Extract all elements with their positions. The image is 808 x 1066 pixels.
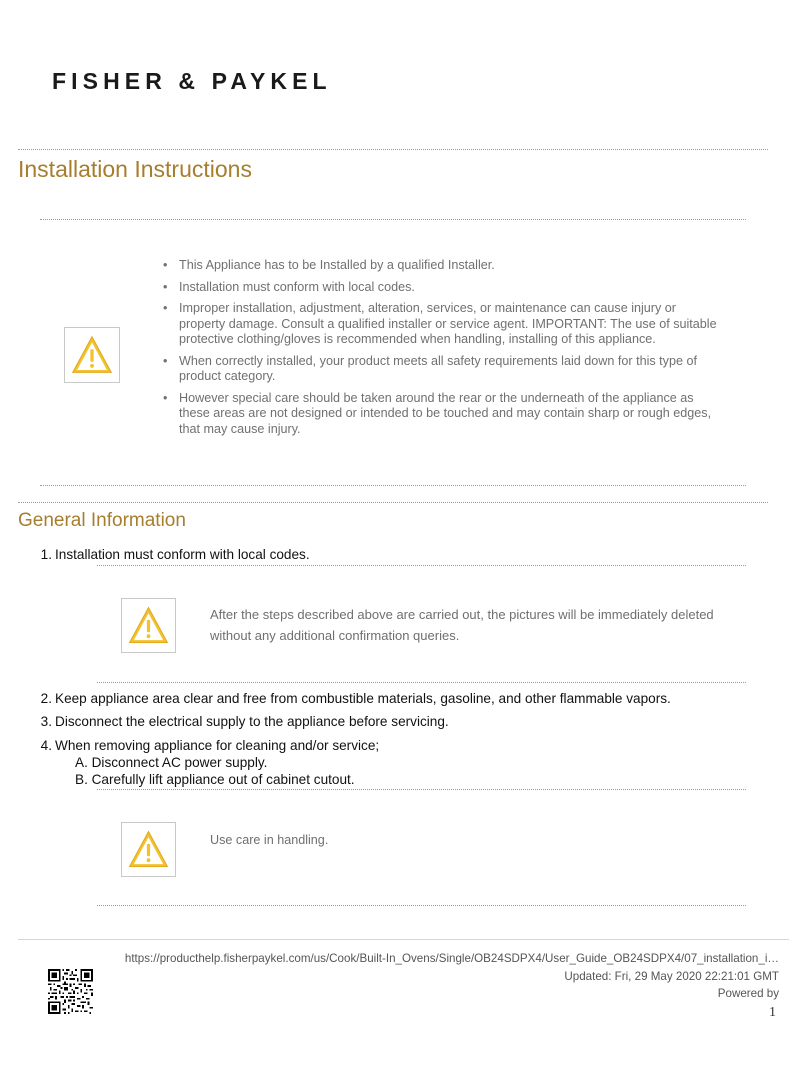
list-item: • This Appliance has to be Installed by a qualified Installer. <box>163 258 723 274</box>
section-title-installation: Installation Instructions <box>18 156 252 182</box>
brand-logo: FISHER & PAYKEL <box>52 68 332 94</box>
divider <box>18 149 768 150</box>
footer-powered-by: Powered by <box>717 987 779 1000</box>
divider <box>97 789 746 790</box>
list-item: • However special care should be taken around the rear or the underneath of the appliance as these areas are not designed or intended to be touched and may contain sharp or rough edges, that may cause injury. <box>163 391 723 438</box>
item-text: Installation must conform with local codes. <box>55 547 310 562</box>
item-text: A. Disconnect AC power supply. <box>75 755 268 770</box>
divider <box>18 502 768 503</box>
section-title-general: General Information <box>18 510 186 531</box>
item-number: 3. <box>40 714 52 729</box>
item-text: When removing appliance for cleaning and/or service; <box>55 738 380 753</box>
warning-icon <box>121 822 176 877</box>
item-text: Disconnect the electrical supply to the appliance before servicing. <box>55 714 449 729</box>
note-pictures-deleted: After the steps described above are carried out, the pictures will be immediately deleted without any additional confirmation queries. <box>210 607 714 643</box>
divider <box>97 682 746 683</box>
divider <box>97 905 746 906</box>
note-care-handling: Use care in handling. <box>210 833 329 847</box>
warning-icon <box>121 598 176 653</box>
item-number: 1. <box>40 547 52 562</box>
list-item: • Installation must conform with local codes. <box>163 280 723 296</box>
divider <box>40 485 746 486</box>
list-item: • Improper installation, adjustment, alteration, services, or maintenance can cause injury or property damage. Consult a qualified installer or service agent. IMPORTANT: The use of suitable protective clothing/gloves is recommended when handling, installing of this appliance. <box>163 301 723 348</box>
item-text: B. Carefully lift appliance out of cabinet cutout. <box>75 772 355 787</box>
qr-code-icon <box>48 969 93 1014</box>
divider <box>97 565 746 566</box>
item-number: 2. <box>40 691 52 706</box>
footer-url-link[interactable]: https://producthelp.fisherpaykel.com/us/Cook/Built-In_Ovens/Single/OB24SDPX4/User_Guide_OB24SDPX4/07_installation_i… <box>124 952 779 965</box>
installation-warning-list <box>163 258 723 443</box>
item-text: Keep appliance area clear and free from combustible materials, gasoline, and other flammable vapors. <box>55 691 671 706</box>
list-item: • When correctly installed, your product meets all safety requirements laid down for this type of product category. <box>163 354 723 385</box>
page-number: 1 <box>769 1005 776 1020</box>
item-number: 4. <box>40 738 52 753</box>
footer-divider <box>18 939 789 940</box>
divider <box>40 219 746 220</box>
footer-updated: Updated: Fri, 29 May 2020 22:21:01 GMT <box>564 970 779 983</box>
warning-icon <box>64 327 120 383</box>
